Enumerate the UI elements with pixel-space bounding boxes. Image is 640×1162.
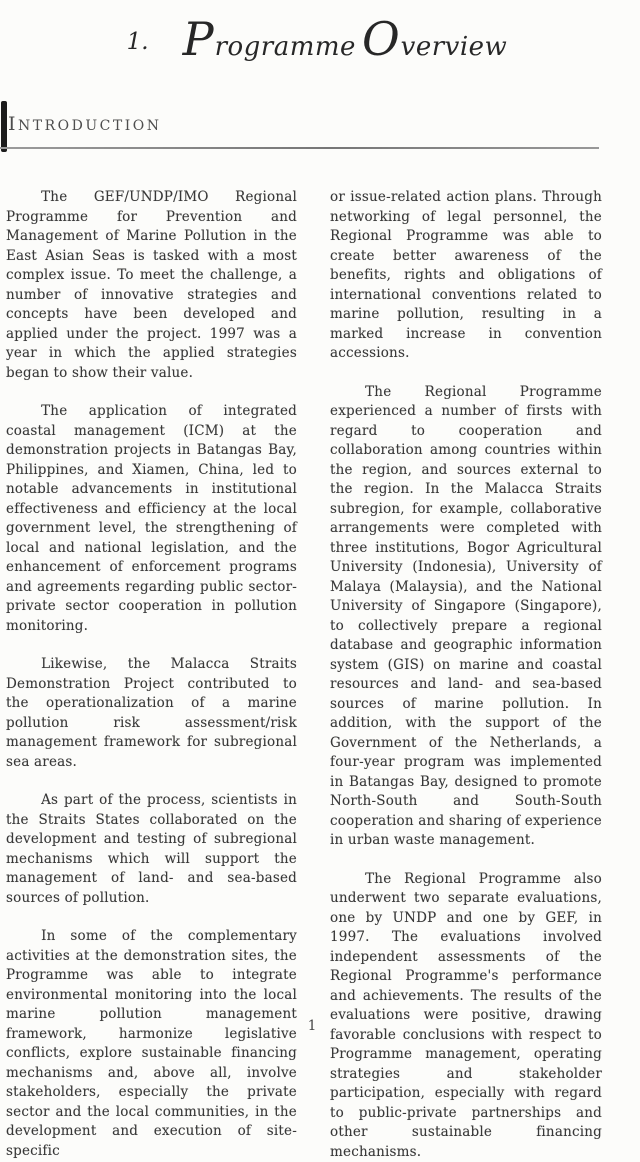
- right-column: [330, 188, 602, 1162]
- paragraph-straits-states: As part of the process, scientists in the Straits States collaborated on the development and testing of subregional mechanisms which will support the management of land- and sea-based sources of pollution.: [6, 791, 297, 908]
- paragraph-malacca-straits: Likewise, the Malacca Straits Demonstration Project contributed to the operationalization of a marine pollution risk assessment/risk management framework for subregional sea areas.: [6, 655, 297, 772]
- left-column: [6, 188, 297, 1162]
- paragraph-icm-application: The application of integrated coastal management (ICM) at the demonstration projects in Batangas Bay, Philippines, and Xiamen, China, led to notable advancements in institutional effectiveness and efficiency at the local government level, the strengthening of local and national legislation, and the enhancement of enforcement programs and agreements regarding public sector-private sector cooperation in pollution monitoring.: [6, 402, 297, 636]
- scan-edge-artifact: [1, 101, 7, 152]
- paragraph-regional-firsts: The Regional Programme experienced a number of firsts with regard to cooperation and collaboration among countries within the region, and sources external to the region. In the Malacca Straits subregion, for example, collaborative arrangements were completed with three institutions, Bogor Agricultural University (Indonesia), University of Malaya (Malaysia), and the National University of Singapore (Singapore), to collectively prepare a regional database and geographic information system (GIS) on marine and coastal resources and land- and sea-based sources of marine pollution. In addition, with the support of the Government of the Netherlands, a four-year program was implemented in Batangas Bay, designed to promote North-South and South-South cooperation and sharing of experience in urban waste management.: [330, 383, 602, 851]
- chapter-title: [183, 12, 514, 66]
- paragraph-action-plans-continuation: or issue-related action plans. Through networking of legal personnel, the Regional Programme was able to create better awareness of the benefits, rights and obligations of international conventions related to marine pollution, resulting in a marked increase in convention accessions.: [330, 188, 602, 364]
- chapter-header: [0, 0, 640, 66]
- section-heading-introduction: INTRODUCTION: [8, 108, 161, 136]
- chapter-number: 1.: [127, 29, 149, 55]
- title-word-overview: Overview: [362, 40, 507, 59]
- page-number: 1: [308, 1018, 317, 1034]
- section-divider-rule: [0, 147, 599, 149]
- paragraph-complementary-activities: In some of the complementary activities at the demonstration sites, the Programme was able to integrate environmental monitoring into the local marine pollution management framework, harmonize legislative conflicts, explore sustainable financing mechanisms and, above all, involve stakeholders, especially the private sector and the local communities, in the development and execution of site-specific: [6, 927, 297, 1161]
- paragraph-evaluations: The Regional Programme also underwent two separate evaluations, one by UNDP and one by GEF, in 1997. The evaluations involved independent assessments of the Regional Programme's performance and achievements. The results of the evaluations were positive, drawing favorable conclusions with respect to Programme management, operating strategies and stakeholder participation, especially with regard to public-private partnerships and other sustainable financing mechanisms.: [330, 870, 602, 1162]
- paragraph-gef-undp-imo: The GEF/UNDP/IMO Regional Programme for Prevention and Management of Marine Pollution in the East Asian Seas is tasked with a most complex issue. To meet the challenge, a number of innovative strategies and concepts have been developed and applied under the project. 1997 was a year in which the applied strategies began to show their value.: [6, 188, 297, 383]
- title-dropcap-p: P: [183, 12, 215, 66]
- title-dropcap-o: O: [362, 12, 401, 66]
- title-word-programme: Programme: [183, 40, 356, 59]
- page-footer: [0, 1018, 624, 1034]
- body-columns: [6, 188, 602, 1162]
